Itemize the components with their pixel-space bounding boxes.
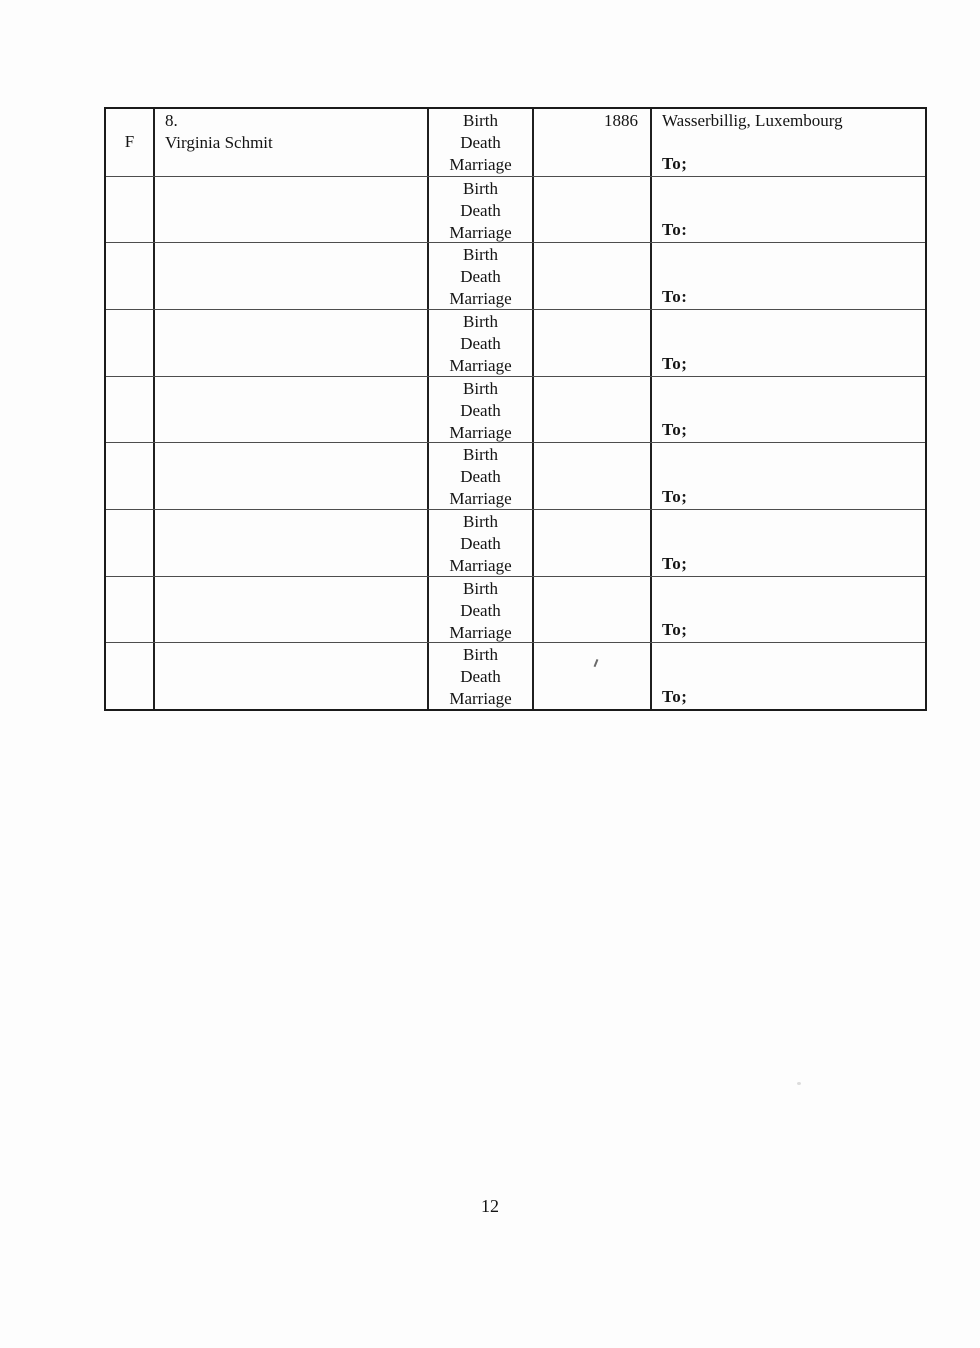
person-name (165, 333, 423, 355)
event-label-marriage: Marriage (449, 289, 512, 309)
year-cell (532, 643, 650, 709)
person-number (165, 378, 423, 400)
to-label: To; (662, 553, 688, 573)
event-label-marriage: Marriage (449, 155, 512, 174)
page-number: 12 (481, 1196, 499, 1216)
sex-value: F (124, 132, 135, 152)
place-text (662, 578, 921, 600)
person-number: 8. (165, 111, 178, 130)
person-number (165, 511, 423, 533)
event-label-birth: Birth (463, 178, 498, 198)
year-value: 1886 (604, 111, 638, 130)
place-text: Wasserbillig, Luxembourg (662, 111, 843, 130)
table-row (106, 642, 925, 709)
place-cell (650, 510, 925, 576)
event-label-birth: Birth (463, 645, 498, 665)
event-label-birth: Birth (463, 511, 498, 531)
event-labels-cell (427, 109, 532, 176)
to-label: To; (662, 620, 688, 640)
person-cell (153, 577, 427, 643)
year-cell (532, 243, 650, 309)
place-text (662, 311, 921, 333)
genealogy-table (104, 107, 927, 711)
event-label-birth: Birth (463, 378, 498, 398)
person-name (165, 266, 423, 288)
year-cell (532, 109, 650, 176)
table-row (106, 109, 925, 176)
event-label-death: Death (460, 400, 501, 420)
event-label-marriage: Marriage (449, 689, 512, 709)
person-number (165, 178, 423, 200)
event-label-birth: Birth (463, 445, 498, 465)
table-row (106, 576, 925, 643)
to-label: To: (662, 220, 688, 240)
place-cell (650, 310, 925, 376)
place-text (662, 378, 921, 400)
person-cell (153, 109, 427, 176)
sex-cell (106, 243, 153, 309)
event-label-birth: Birth (463, 578, 498, 598)
event-label-death: Death (460, 333, 501, 353)
event-labels-cell (427, 577, 532, 643)
sex-cell (106, 310, 153, 376)
place-text (662, 444, 921, 466)
year-cell (532, 510, 650, 576)
place-cell (650, 643, 925, 709)
person-number (165, 244, 423, 266)
place-cell (650, 109, 925, 176)
person-number (165, 311, 423, 333)
person-cell (153, 243, 427, 309)
to-label: To; (662, 420, 688, 440)
person-cell (153, 310, 427, 376)
person-name (165, 600, 423, 622)
event-label-marriage: Marriage (449, 489, 512, 509)
person-cell (153, 377, 427, 443)
event-labels-cell (427, 310, 532, 376)
place-text (662, 644, 921, 666)
event-label-marriage: Marriage (449, 222, 512, 242)
event-label-birth: Birth (463, 245, 498, 265)
place-text (662, 511, 921, 533)
event-labels-cell (427, 243, 532, 309)
person-cell (153, 643, 427, 709)
person-number (165, 578, 423, 600)
event-label-birth: Birth (463, 111, 498, 130)
person-name (165, 200, 423, 222)
person-name (165, 533, 423, 555)
to-label: To; (662, 686, 688, 706)
table-row (106, 376, 925, 443)
place-cell (650, 177, 925, 243)
sex-cell (106, 577, 153, 643)
person-cell (153, 443, 427, 509)
event-label-marriage: Marriage (449, 355, 512, 375)
year-cell (532, 443, 650, 509)
person-number (165, 444, 423, 466)
sex-cell (106, 510, 153, 576)
sex-cell (106, 377, 153, 443)
year-cell (532, 577, 650, 643)
event-label-death: Death (460, 600, 501, 620)
sex-cell (106, 643, 153, 709)
event-labels-cell (427, 443, 532, 509)
event-label-death: Death (460, 267, 501, 287)
sex-cell (106, 443, 153, 509)
table-row (106, 176, 925, 243)
person-name (165, 666, 423, 688)
to-label: To: (662, 286, 688, 306)
event-label-birth: Birth (463, 311, 498, 331)
person-number (165, 644, 423, 666)
person-name: Virginia Schmit (165, 133, 273, 152)
year-cell (532, 377, 650, 443)
event-label-death: Death (460, 200, 501, 220)
event-label-death: Death (460, 133, 501, 152)
event-label-marriage: Marriage (449, 555, 512, 575)
to-label: To; (662, 153, 688, 173)
year-cell (532, 310, 650, 376)
person-cell (153, 177, 427, 243)
person-name (165, 466, 423, 488)
place-cell (650, 243, 925, 309)
sex-cell (106, 109, 153, 176)
year-cell (532, 177, 650, 243)
event-labels-cell (427, 510, 532, 576)
event-labels-cell (427, 177, 532, 243)
table-row (106, 442, 925, 509)
event-label-marriage: Marriage (449, 622, 512, 642)
event-labels-cell (427, 643, 532, 709)
event-labels-cell (427, 377, 532, 443)
event-label-death: Death (460, 667, 501, 687)
sex-cell (106, 177, 153, 243)
place-cell (650, 377, 925, 443)
place-cell (650, 577, 925, 643)
scan-artifact-speck (797, 1082, 801, 1085)
person-name (165, 400, 423, 422)
table-row (106, 509, 925, 576)
event-label-death: Death (460, 467, 501, 487)
event-label-marriage: Marriage (449, 422, 512, 442)
table-row (106, 309, 925, 376)
person-cell (153, 510, 427, 576)
to-label: To; (662, 353, 688, 373)
place-text (662, 178, 921, 200)
place-cell (650, 443, 925, 509)
table-row (106, 242, 925, 309)
to-label: To; (662, 486, 688, 506)
place-text (662, 244, 921, 266)
event-label-death: Death (460, 533, 501, 553)
